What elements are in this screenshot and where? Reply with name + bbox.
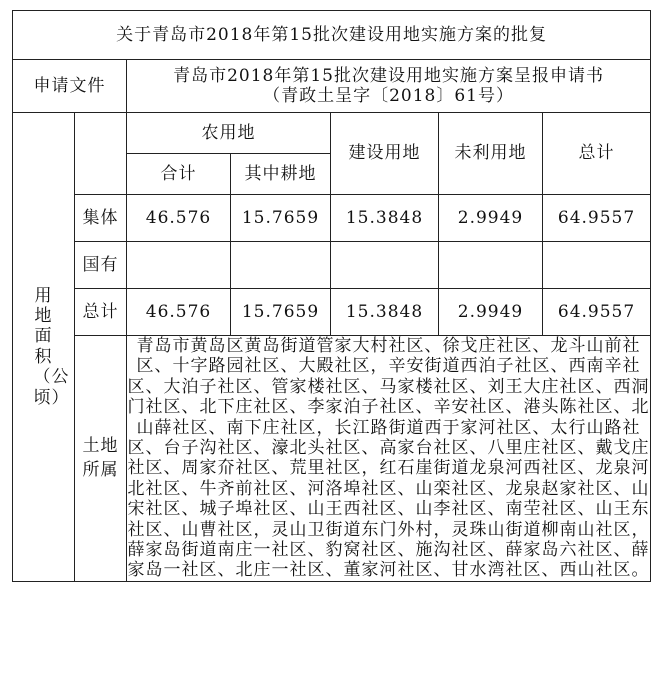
cell-cultivated: 15.7659: [231, 195, 331, 242]
cell-subtotal: [127, 242, 231, 289]
row-label-total: 总计: [75, 289, 127, 336]
application-line-2: （青政土呈字〔2018〕61号）: [263, 86, 514, 106]
header-subtotal: 合计: [127, 154, 231, 195]
header-farmland: 农用地: [127, 113, 331, 154]
row-label-collective: 集体: [75, 195, 127, 242]
table-row: [13, 242, 651, 289]
area-section-label-text: 用地面积（公顷）: [33, 285, 70, 408]
header-total: 总计: [543, 113, 651, 195]
table-row: [13, 289, 651, 336]
table-row: [13, 195, 651, 242]
cell-total: [543, 242, 651, 289]
application-label: 申请文件: [13, 60, 127, 113]
cell-construction: 15.3848: [331, 289, 439, 336]
header-cultivated: 其中耕地: [231, 154, 331, 195]
cell-cultivated: 15.7659: [231, 289, 331, 336]
document-title: 关于青岛市2018年第15批次建设用地实施方案的批复: [13, 11, 651, 60]
cell-cultivated: [231, 242, 331, 289]
header-unused: 未利用地: [439, 113, 543, 195]
cell-subtotal: 46.576: [127, 289, 231, 336]
row-label-header-blank: [75, 113, 127, 195]
cell-total: 64.9557: [543, 289, 651, 336]
cell-construction: [331, 242, 439, 289]
header-construction: 建设用地: [331, 113, 439, 195]
cell-unused: [439, 242, 543, 289]
application-line-1: 青岛市2018年第15批次建设用地实施方案呈报申请书: [173, 65, 604, 86]
approval-table: [12, 10, 651, 582]
cell-unused: 2.9949: [439, 289, 543, 336]
cell-construction: 15.3848: [331, 195, 439, 242]
cell-subtotal: 46.576: [127, 195, 231, 242]
location-text: 青岛市黄岛区黄岛街道管家大村社区、徐戈庄社区、龙斗山前社区、十字路园社区、大殿社区，辛安街道西泊子社区、西南辛社区、大泊子社区、管家楼社区、马家楼社区、刘王大庄社区、西洞门社区、北下庄社区、李家泊子社区、辛安社区、港头陈社区、北山薛社区、南下庄社区，长江路街道西于家河社区、太行山路社区、台子沟社区、濠北头社区、高家台社区、八里庄社区、戴戈庄社区、周家夼社区、荒里社区，红石崖街道龙泉河西社区、龙泉河北社区、牛齐前社区、河洛埠社区、山栾社区、龙泉赵家社区、山宋社区、城子埠社区、山王西社区、山李社区、南茔社区、山王东社区、山曹社区，灵山卫街道东门外村，灵珠山街道柳南山社区，薛家岛街道南庄一社区、豹窝社区、施沟社区、薛家岛六社区、薛家岛一社区、北庄一社区、董家河社区、甘水湾社区、西山社区。: [127, 336, 650, 581]
row-label-state: 国有: [75, 242, 127, 289]
location-label: [75, 336, 127, 582]
application-value: [127, 60, 651, 113]
area-section-label: [13, 113, 75, 582]
cell-total: 64.9557: [543, 195, 651, 242]
location-label-text: 土地所属: [82, 436, 119, 481]
cell-unused: 2.9949: [439, 195, 543, 242]
